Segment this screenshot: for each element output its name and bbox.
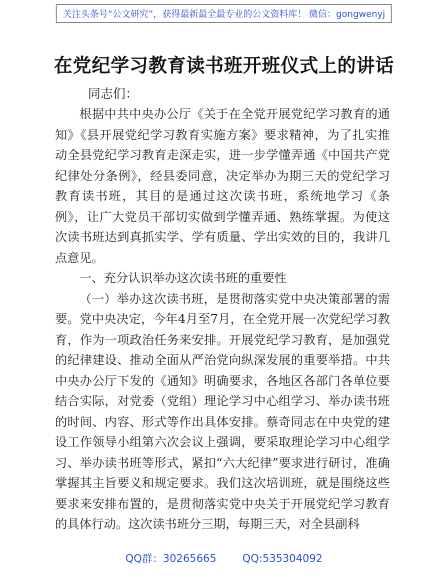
section-heading: 一、充分认识举办这次读书班的重要性 — [79, 271, 287, 285]
paragraph-intro: 根据中共中央办公厅《关于在全党开展党纪学习教育的通知》《县开展党纪学习教育实施方案》要求精神，为了扎实推动全县党纪学习教育走深走实，进一步学懂弄通《中国共产党纪律处分条例》，经县委同意，决定举办为期三天的党纪学习教育读书班，其目的是通过这次读书班，系统地学习《条例》，让广大党员干部切实做到学懂弄通、熟练掌握。为使这次读书班达到真抓实学、学有质量、学出实效的目的，我讲几点意见。 — [55, 107, 390, 265]
salutation: 同志们： — [88, 86, 139, 101]
qq-group-2: QQ:535304092 — [242, 553, 323, 565]
qq-group-1: QQ群：30265665 — [125, 553, 217, 565]
paragraph-section-1: （一）举办这次读书班，是贯彻落实党中央决策部署的需要。党中央决定，今年4月至7月，在全党开展一次党纪学习教育，作为一项政治任务来安排。开展党纪学习教育，是加强党的纪律建设、推动全面从严治党向纵深发展的重要举措。中共中央办公厅下发的《通知》明确要求，各地区各部门各单位要结合实际，对党委（党组）理论学习中心组学习、举办读书班的时间、内容、形式等作出具体安排。蔡奇同志在中央党的建设工作领导小组第六次会议上强调，要采取理论学习中心组学习、举办读书班等形式，紧扣“六大纪律”要求进行研讨，准确掌握其主旨要义和规定要求。我们这次培训班，就是围绕这些要求来安排布置的，是贯彻落实党中央关于开展党纪学习教育的具体行动。这次读书班分三期，每期三天，对全县副科 — [55, 291, 390, 531]
document-title: 在党纪学习教育读书班开班仪式上的讲话 — [53, 56, 395, 77]
page-footer — [0, 551, 448, 566]
promo-banner: 关注头条号“公文研究”，获得最新最全最专业的公文资料库！ 微信：gongwenyj — [56, 4, 392, 23]
document-body — [55, 104, 390, 535]
